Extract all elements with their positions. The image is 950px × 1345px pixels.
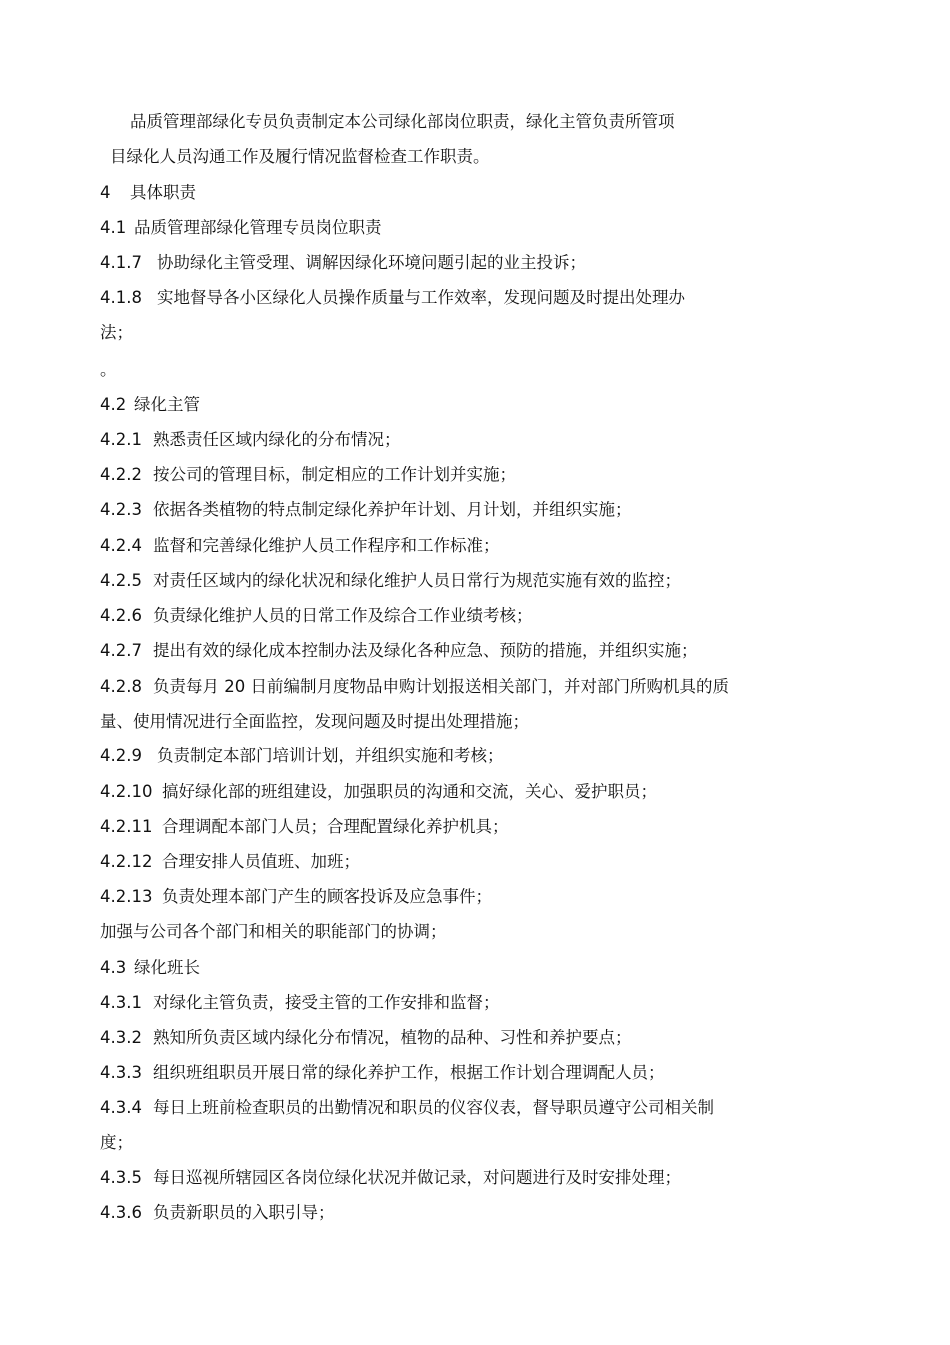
section-heading-4-2 <box>100 395 200 415</box>
list-item-4-2-10 <box>100 782 657 802</box>
item-number: 4.3.5 <box>100 1168 142 1187</box>
list-item-4-3-2 <box>100 1028 632 1048</box>
item-text: 实地督导各小区绿化人员操作质量与工作效率，发现问题及时提出处理办 <box>157 288 685 307</box>
list-item-4-2-12 <box>100 852 360 872</box>
section-title: 品质管理部绿化管理专员岗位职责 <box>134 218 382 237</box>
section-heading-4-3 <box>100 958 200 978</box>
item-number: 4.2.11 <box>100 817 153 836</box>
list-item-4-2-9 <box>100 746 504 766</box>
item-text: 对责任区域内的绿化状况和绿化维护人员日常行为规范实施有效的监控； <box>153 571 681 590</box>
item-number: 4.2.5 <box>100 571 142 590</box>
section-heading-4 <box>100 183 196 203</box>
section-heading-4-1 <box>100 218 382 238</box>
item-text: 负责每月 20 日前编制月度物品申购计划报送相关部门，并对部门所购机具的质 <box>153 677 729 696</box>
section-title: 绿化班长 <box>134 958 200 977</box>
intro-paragraph-line-2: 目绿化人员沟通工作及履行情况监督检查工作职责。 <box>110 147 490 166</box>
item-text: 对绿化主管负责，接受主管的工作安排和监督； <box>153 993 500 1012</box>
item-number: 4.3.2 <box>100 1028 142 1047</box>
section-number: 4.3 <box>100 958 127 977</box>
item-number: 4.2.9 <box>100 746 142 765</box>
item-text: 每日巡视所辖园区各岗位绿化状况并做记录，对问题进行及时安排处理； <box>153 1168 681 1187</box>
list-item-4-3-3 <box>100 1063 665 1083</box>
list-item-4-2-5 <box>100 571 681 591</box>
section-number: 4 <box>100 183 111 202</box>
item-number: 4.1.8 <box>100 288 142 307</box>
list-item-4-2-8 <box>100 677 729 697</box>
section-number: 4.2 <box>100 395 127 414</box>
item-text: 监督和完善绿化维护人员工作程序和工作标准； <box>153 536 500 555</box>
item-text: 负责处理本部门产生的顾客投诉及应急事件； <box>162 887 492 906</box>
list-item-4-2-1 <box>100 430 401 450</box>
item-number: 4.3.1 <box>100 993 142 1012</box>
list-item-4-3-5 <box>100 1168 681 1188</box>
item-text: 协助绿化主管受理、调解因绿化环境问题引起的业主投诉； <box>157 253 586 272</box>
item-number: 4.2.13 <box>100 887 153 906</box>
intro-paragraph-line-1: 品质管理部绿化专员负责制定本公司绿化部岗位职责，绿化主管负责所管项 <box>130 112 675 131</box>
item-text: 搞好绿化部的班组建设，加强职员的沟通和交流，关心、爱护职员； <box>162 782 657 801</box>
item-number: 4.2.12 <box>100 852 153 871</box>
item-text: 依据各类植物的特点制定绿化养护年计划、月计划，并组织实施； <box>153 500 632 519</box>
list-item-4-2-7 <box>100 641 698 661</box>
item-number: 4.2.10 <box>100 782 153 801</box>
list-item-4-3-4 <box>100 1098 714 1118</box>
item-text: 提出有效的绿化成本控制办法及绿化各种应急、预防的措施，并组织实施； <box>153 641 698 660</box>
list-item-4-2-6 <box>100 606 533 626</box>
item-number: 4.2.4 <box>100 536 142 555</box>
list-item-4-2-3 <box>100 500 632 520</box>
item-text: 熟知所负责区域内绿化分布情况，植物的品种、习性和养护要点； <box>153 1028 632 1047</box>
item-number: 4.2.3 <box>100 500 142 519</box>
list-item-4-2-4 <box>100 536 500 556</box>
item-text: 负责新职员的入职引导； <box>153 1203 335 1222</box>
item-number: 4.3.3 <box>100 1063 142 1082</box>
item-text: 合理调配本部门人员；合理配置绿化养护机具； <box>162 817 509 836</box>
section-title: 具体职责 <box>130 183 196 202</box>
item-text: 负责绿化维护人员的日常工作及综合工作业绩考核； <box>153 606 533 625</box>
period-line: 。 <box>100 360 117 379</box>
section-number: 4.1 <box>100 218 127 237</box>
item-text: 每日上班前检查职员的出勤情况和职员的仪容仪表，督导职员遵守公司相关制 <box>153 1098 714 1117</box>
list-item-4-3-4-continued: 度； <box>100 1133 133 1152</box>
item-number: 4.2.7 <box>100 641 142 660</box>
item-number: 4.2.8 <box>100 677 142 696</box>
list-item-4-1-7 <box>100 253 586 273</box>
item-number: 4.2.6 <box>100 606 142 625</box>
item-text: 组织班组职员开展日常的绿化养护工作，根据工作计划合理调配人员； <box>153 1063 665 1082</box>
item-number: 4.3.4 <box>100 1098 142 1117</box>
item-text: 合理安排人员值班、加班； <box>162 852 360 871</box>
list-item-4-2-8-continued: 量、使用情况进行全面监控，发现问题及时提出处理措施； <box>100 712 529 731</box>
item-text: 按公司的管理目标，制定相应的工作计划并实施； <box>153 465 516 484</box>
coordination-line: 加强与公司各个部门和相关的职能部门的协调； <box>100 922 447 941</box>
list-item-4-1-8 <box>100 288 685 308</box>
item-number: 4.2.1 <box>100 430 142 449</box>
section-title: 绿化主管 <box>134 395 200 414</box>
item-number: 4.1.7 <box>100 253 142 272</box>
list-item-4-3-6 <box>100 1203 335 1223</box>
list-item-4-3-1 <box>100 993 500 1013</box>
item-number: 4.2.2 <box>100 465 142 484</box>
list-item-4-2-2 <box>100 465 516 485</box>
item-text: 负责制定本部门培训计划，并组织实施和考核； <box>157 746 504 765</box>
item-number: 4.3.6 <box>100 1203 142 1222</box>
list-item-4-2-11 <box>100 817 509 837</box>
list-item-4-1-8-continued: 法； <box>100 323 133 342</box>
list-item-4-2-13 <box>100 887 492 907</box>
item-text: 熟悉责任区域内绿化的分布情况； <box>153 430 401 449</box>
